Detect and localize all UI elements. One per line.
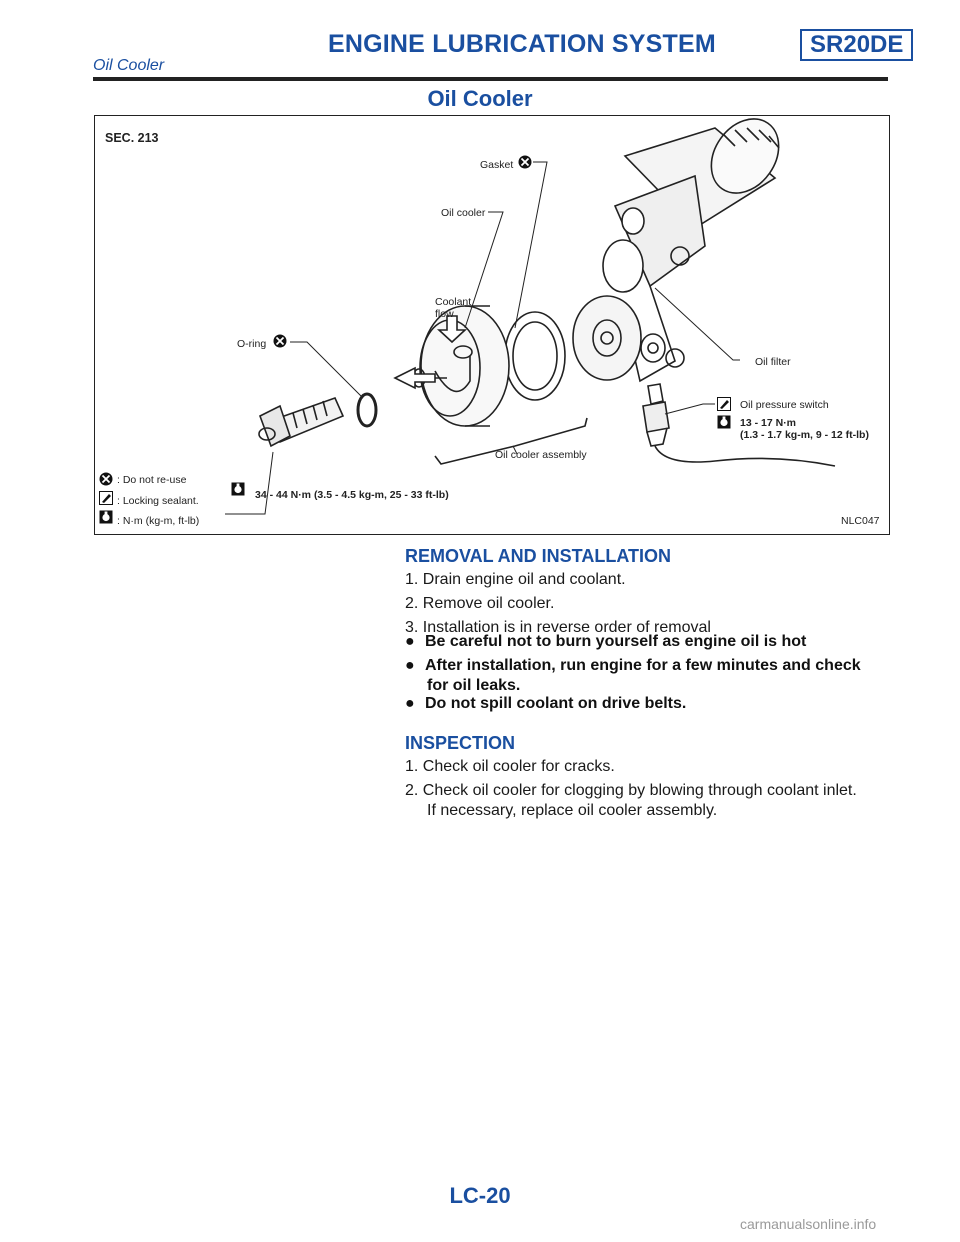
torque-icon [231, 482, 245, 496]
label-oil-cooler-assembly: Oil cooler assembly [495, 449, 587, 461]
torque-icon [717, 415, 731, 429]
caution-text-2: After installation, run engine for a few minutes and check [425, 657, 861, 674]
inspection-heading: INSPECTION [405, 733, 516, 753]
bullet-marker: ● [405, 633, 415, 650]
caution-text-3: Do not spill coolant on drive belts. [425, 695, 687, 712]
torque-icon [99, 510, 113, 524]
label-oil-cooler: Oil cooler [441, 207, 486, 219]
exploded-view-drawing [95, 116, 889, 534]
bullet-marker: ● [405, 657, 415, 674]
figure-id: NLC047 [841, 515, 880, 527]
do-not-reuse-icon [518, 155, 532, 169]
inspection-step-2-line2: If necessary, replace oil cooler assembly. [427, 802, 718, 819]
section-title: ENGINE LUBRICATION SYSTEM [328, 30, 716, 58]
section-number: SEC. 213 [105, 131, 159, 145]
do-not-reuse-icon [99, 472, 113, 486]
inspection-step-1: 1. Check oil cooler for cracks. [405, 758, 615, 775]
caution-bullet-2 [405, 656, 895, 696]
caution-text-1: Be careful not to burn yourself as engine oil is hot [425, 633, 807, 650]
label-bolt-torque: 34 - 44 N·m (3.5 - 4.5 kg-m, 25 - 33 ft-lb) [255, 489, 449, 501]
removal-step-1: 1. Drain engine oil and coolant. [405, 571, 626, 588]
label-switch-torque-line1: 13 - 17 N·m [740, 417, 797, 429]
locking-sealant-icon [717, 397, 731, 411]
label-oil-pressure-switch: Oil pressure switch [740, 399, 829, 411]
oil-cooler-diagram [94, 115, 890, 535]
locking-sealant-icon [99, 491, 113, 505]
label-switch-torque-line2: (1.3 - 1.7 kg-m, 9 - 12 ft-lb) [740, 429, 869, 441]
inspection-step-2-line1: 2. Check oil cooler for clogging by blowing through coolant inlet. [405, 782, 857, 799]
removal-step-3: 3. Installation is in reverse order of removal [405, 619, 711, 636]
page-number: LC-20 [449, 1183, 511, 1208]
inspection-step-2 [405, 781, 895, 821]
label-oil-filter: Oil filter [755, 356, 791, 368]
header-divider [93, 77, 888, 81]
label-switch-torque [740, 417, 869, 441]
watermark-link[interactable]: carmanualsonline.info [740, 1216, 877, 1232]
engine-code-badge: SR20DE [800, 29, 913, 61]
do-not-reuse-icon [273, 334, 287, 348]
caution-text-2-continued: for oil leaks. [427, 677, 521, 694]
removal-heading: REMOVAL AND INSTALLATION [405, 546, 671, 566]
label-coolant-flow-line1: Coolant [435, 296, 472, 308]
bullet-marker: ● [405, 695, 415, 712]
removal-step-2: 2. Remove oil cooler. [405, 595, 555, 612]
legend-torque-units: : N·m (kg-m, ft-lb) [117, 515, 200, 527]
label-o-ring: O-ring [237, 338, 267, 350]
section-subtitle: Oil Cooler [93, 57, 165, 74]
legend-do-not-reuse: : Do not re-use [117, 474, 187, 486]
label-gasket: Gasket [480, 159, 514, 171]
page-title: Oil Cooler [427, 86, 533, 111]
label-coolant-flow [435, 296, 471, 320]
label-coolant-flow-line2: flow [435, 308, 454, 320]
caution-bullet-1 [405, 632, 895, 652]
caution-bullet-3 [405, 694, 895, 714]
legend-locking-sealant: : Locking sealant. [117, 495, 199, 507]
